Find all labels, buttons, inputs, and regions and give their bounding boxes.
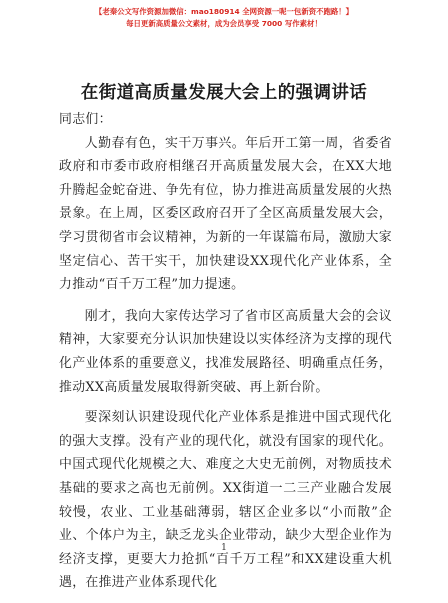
paragraph-3: 要深刻认识建设现代化产业体系是推进中国式现代化的强大支撑。没有产业的现代化，就没有国家的现代化。中国式现代化规模之大、难度之大史无前例，对物质技术基础的要求之高也无前例。XX街道一二三产业融合发展较慢，农业、工业基础薄弱，辖区企业多以“小而散”企业、个体户为主，缺乏龙头企业带动，缺少大型企业作为经济支撑，更要大力抢抓“百千万工程”和XX建设重大机遇，在推进产业体系现代化 [59,410,392,591]
promo-header-line-2: 每日更新高质量公文素材，成为会员享受 7000 写作素材！ [126,19,322,28]
document-title: 在街道高质量发展大会上的强调讲话 [80,83,368,103]
document-body [59,108,392,603]
page-number: 1 [221,543,227,553]
promo-header-line-1: 【老秦公文写作资源加微信：mao180914 全网资源一呢一包新资不跑路！】 [94,7,354,16]
paragraph-2: 刚才，我向大家传达学习了省市区高质量大会的会议精神，大家要充分认识加快建设以实体经济为支撑的现代化产业体系的重要意义，找准发展路径、明确重点任务，推动XX高质量发展取得新突破、再上新台阶。 [59,308,392,395]
paragraph-1: 人勤春有色，实干万事兴。年后开工第一周，省委省政府和市委市政府相继召开高质量发展大会，在XX大地升腾起金蛇奋进、争先有位，协力推进高质量发展的火热景象。在上周，区委区政府召开了全区高质量发展大会，学习贯彻省市会议精神，为新的一年谋篇布局，激励大家坚定信心、苦干实干，加快建设XX现代化产业体系，全力推动“百千万工程”加力提速。 [59,135,392,293]
salutation: 同志们： [59,112,112,127]
promo-header-banner [0,6,448,30]
